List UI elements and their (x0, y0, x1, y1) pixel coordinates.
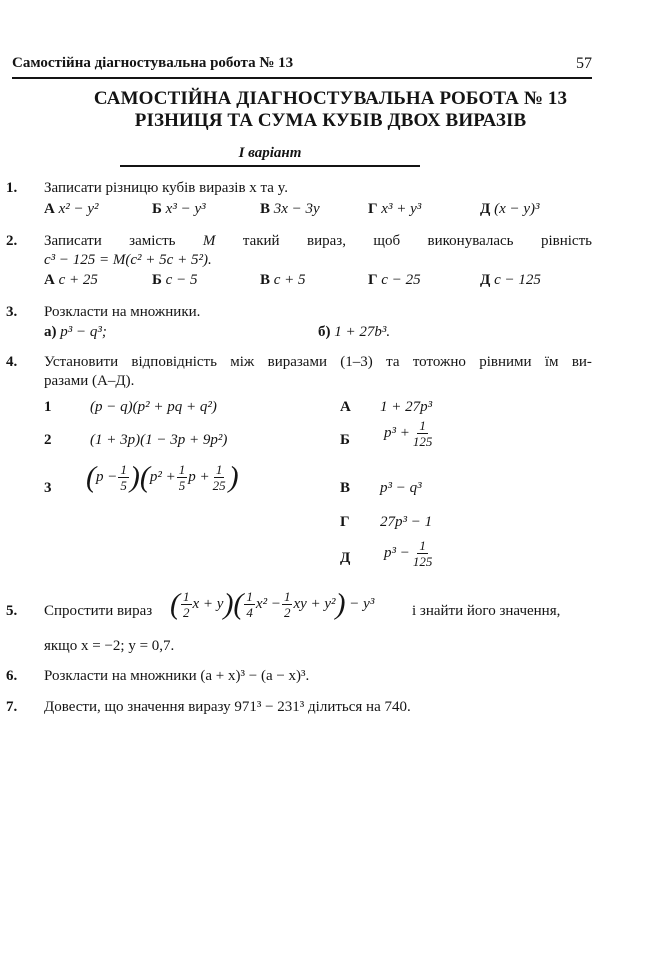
left-expr-3: (p − $\frac{1}{5}$ )(p² + $\frac{1}{5}$ p + $\frac{1}{25}$ ) (86, 460, 239, 494)
running-header (12, 55, 592, 79)
main-title-line2: РІЗНИЦЯ ТА СУМА КУБІВ ДВОХ ВИРАЗІВ (134, 110, 527, 131)
task-text-line2: разами (А–Д). (44, 373, 135, 389)
right-label-g: Г (340, 514, 350, 530)
task-number: 4. (6, 354, 18, 370)
task-number: 3. (6, 304, 18, 320)
option-g: Г x³ + y³ (368, 201, 422, 217)
task-text-start: Спростити вираз (44, 603, 153, 619)
task-text-line2: якщо x = −2; y = 0,7. (44, 638, 175, 654)
page-number: 57 (576, 55, 592, 72)
option-d: Д c − 125 (480, 272, 541, 288)
option-g: Г c − 25 (368, 272, 421, 288)
option-b: Б c − 5 (152, 272, 198, 288)
task-number: 5. (6, 603, 18, 619)
part-b: б) 1 + 27b³. (318, 324, 391, 340)
option-v: В c + 5 (260, 272, 306, 288)
main-title-line1: САМОСТІЙНА ДІАГНОСТУВАЛЬНА РОБОТА № 13 (93, 88, 568, 109)
option-a: А x² − y² (44, 201, 99, 217)
right-expr-b: p³ + $\frac{1}{125}$ (384, 418, 433, 449)
task-text: Розкласти на множники (a + x)³ − (a − x)³. (44, 668, 310, 684)
task-text: Розкласти на множники. (44, 304, 201, 320)
option-b: Б x³ − y³ (152, 201, 206, 217)
task-text-end: і знайти його значення, (412, 603, 561, 619)
right-label-v: В (340, 480, 351, 496)
task-text-line2: c³ − 125 = M(c² + 5c + 5²). (44, 252, 212, 268)
left-label-2: 2 (44, 432, 52, 448)
right-label-a: А (340, 399, 351, 415)
option-v: В 3x − 3y (260, 201, 320, 217)
right-label-d: Д (340, 550, 351, 566)
right-expr-g: 27p³ − 1 (380, 514, 433, 530)
task-number: 2. (6, 233, 18, 249)
task-number: 6. (6, 668, 18, 684)
right-label-b: Б (340, 432, 350, 448)
task-text-line1: Записати замість M такий вираз, щоб виконувалась рівність (44, 233, 592, 249)
task-5-expression: ( $\frac{1}{2}$ x + y)( $\frac{1}{4}$ x² − $\frac{1}{2}$ xy + y²) − y³ (170, 587, 375, 621)
task-number: 7. (6, 699, 18, 715)
task-text: Записати різницю кубів виразів x та y. (44, 180, 288, 196)
variant-heading: I варіант (120, 145, 420, 167)
left-expr-2: (1 + 3p)(1 − 3p + 9p²) (90, 432, 228, 448)
task-text: Довести, що значення виразу 971³ − 231³ ділиться на 740. (44, 699, 411, 715)
task-number: 1. (6, 180, 18, 196)
part-a: а) p³ − q³; (44, 324, 107, 340)
running-title: Самостійна діагностувальна робота № 13 (12, 55, 294, 71)
option-a: А c + 25 (44, 272, 98, 288)
right-expr-a: 1 + 27p³ (380, 399, 433, 415)
right-expr-v: p³ − q³ (380, 480, 422, 496)
option-d: Д (x − y)³ (480, 201, 540, 217)
task-text-line1: Установити відповідність між виразами (1–3) та тотожно рівними їм ви- (44, 354, 592, 370)
left-expr-1: (p − q)(p² + pq + q²) (90, 399, 217, 415)
right-expr-d: p³ − $\frac{1}{125}$ (384, 538, 433, 569)
left-label-1: 1 (44, 399, 52, 415)
left-label-3: 3 (44, 480, 52, 496)
